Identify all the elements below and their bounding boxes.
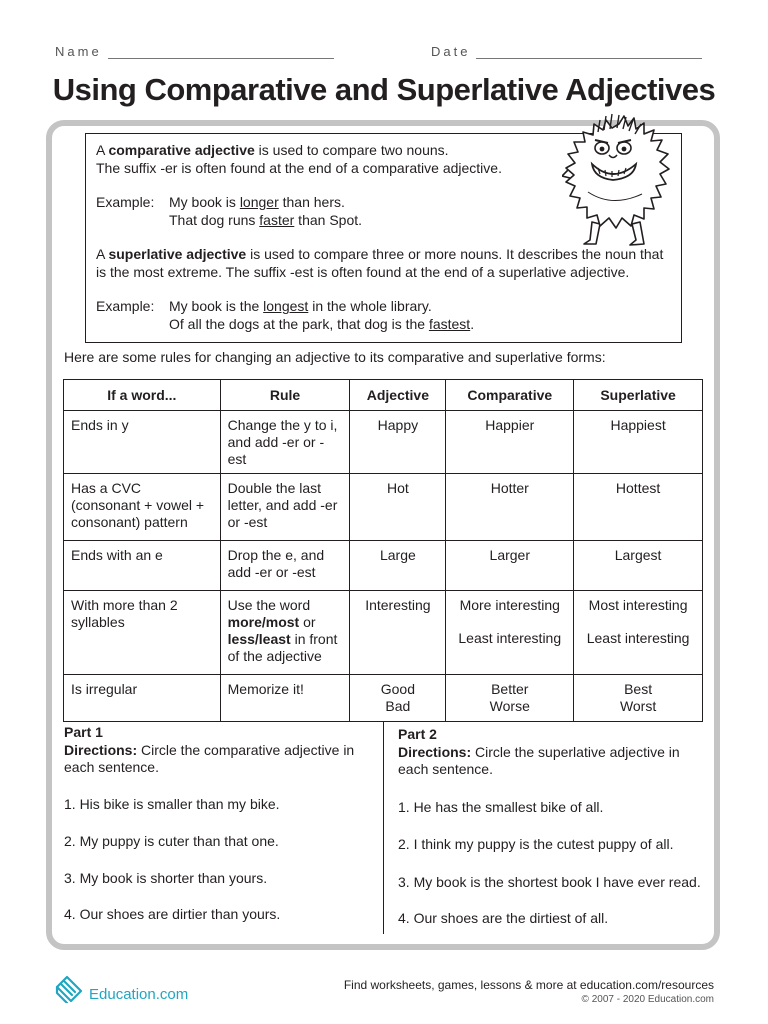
footer-text <box>344 978 714 1005</box>
table-row <box>64 541 703 591</box>
cell-rule: Drop the e, and add -er or -est <box>220 541 350 591</box>
cell-comparative: Larger <box>446 541 574 591</box>
table-row <box>64 591 703 675</box>
page-title: Using Comparative and Superlative Adjectives <box>52 72 716 107</box>
part-2-directions: Directions: Circle the superlative adjective in each sentence. <box>398 743 680 777</box>
cell-comparative: Better Worse <box>446 675 574 722</box>
cell-word: With more than 2 syllables <box>64 591 221 675</box>
table-row <box>64 474 703 541</box>
part-2-sentence-4[interactable]: 4. Our shoes are the dirtiest of all. <box>398 910 609 926</box>
table-row <box>64 675 703 722</box>
part-1-sentence-4[interactable]: 4. Our shoes are dirtier than yours. <box>64 906 281 922</box>
cell-superlative: Best Worst <box>574 675 703 722</box>
part-2-sentence-1[interactable]: 1. He has the smallest bike of all. <box>398 799 604 815</box>
header-superlative: Superlative <box>574 380 703 411</box>
cell-comparative: Happier <box>446 411 574 474</box>
part-1 <box>64 724 369 922</box>
example-label: Example: <box>96 194 155 210</box>
part-1-sentence-1[interactable]: 1. His bike is smaller than my bike. <box>64 796 280 812</box>
table-row <box>64 411 703 474</box>
date-field[interactable] <box>431 44 702 59</box>
superlative-example-1: My book is the longest in the whole library. <box>169 298 432 314</box>
comparative-suffix-note: The suffix -er is often found at the end of a comparative adjective. <box>96 159 502 176</box>
cell-adjective: Good Bad <box>350 675 446 722</box>
superlative-example <box>96 298 671 333</box>
header-rule: Rule <box>220 380 350 411</box>
cell-rule: Use the word more/most or less/least in front of the adjective <box>220 591 350 675</box>
cell-superlative: Most interesting Least interesting <box>574 591 703 675</box>
cell-comparative: Hotter <box>446 474 574 541</box>
cell-rule: Double the last letter, and add -er or -est <box>220 474 350 541</box>
superlative-suffix-note: is the most extreme. The suffix -est is often found at the end of a superlative adjective. <box>96 263 630 280</box>
name-date-row <box>55 44 715 64</box>
part-2-sentence-2[interactable]: 2. I think my puppy is the cutest puppy of all. <box>398 836 674 852</box>
part-1-sentence-2[interactable]: 2. My puppy is cuter than that one. <box>64 833 279 849</box>
part-2-sentence-3[interactable]: 3. My book is the shortest book I have ever read. <box>398 874 701 890</box>
name-field[interactable] <box>55 44 334 59</box>
name-label: Name <box>55 44 102 59</box>
cell-adjective: Happy <box>350 411 446 474</box>
superlative-term: superlative adjective <box>108 246 247 262</box>
header-comparative: Comparative <box>446 380 574 411</box>
comparative-example-1: My book is longer than hers. <box>169 194 345 210</box>
cell-superlative: Largest <box>574 541 703 591</box>
part-2 <box>398 726 703 926</box>
cell-word: Ends in y <box>64 411 221 474</box>
date-label: Date <box>431 44 471 59</box>
part-1-title: Part 1 <box>64 724 103 740</box>
cell-rule: Change the y to i, and add -er or -est <box>220 411 350 474</box>
cell-adjective: Hot <box>350 474 446 541</box>
name-line <box>108 45 334 59</box>
cell-adjective: Interesting <box>350 591 446 675</box>
example-label: Example: <box>96 298 155 314</box>
part-1-sentence-3[interactable]: 3. My book is shorter than yours. <box>64 870 268 886</box>
table-header-row <box>64 380 703 411</box>
education-brand: Education.com <box>89 985 189 1003</box>
comparative-example-2: That dog runs faster than Spot. <box>169 211 363 228</box>
superlative-example-2: Of all the dogs at the park, that dog is the fastest. <box>169 315 475 332</box>
cell-superlative: Hottest <box>574 474 703 541</box>
comparative-term: comparative adjective <box>108 142 255 158</box>
monster-illustration <box>562 112 676 250</box>
rules-table <box>63 379 703 722</box>
comparative-definition: A comparative adjective is used to compare two nouns. <box>96 142 449 158</box>
cell-word: Ends with an e <box>64 541 221 591</box>
header-if-a-word: If a word... <box>64 380 221 411</box>
part-2-title: Part 2 <box>398 726 437 742</box>
superlative-definition: A superlative adjective is used to compare three or more nouns. It describes the noun that <box>96 246 664 262</box>
cell-comparative: More interesting Least interesting <box>446 591 574 675</box>
cell-word: Is irregular <box>64 675 221 722</box>
cell-adjective: Large <box>350 541 446 591</box>
cell-rule: Memorize it! <box>220 675 350 722</box>
parts-divider <box>383 722 384 934</box>
cell-word: Has a CVC (consonant + vowel + consonant) pattern <box>64 474 221 541</box>
header-adjective: Adjective <box>350 380 446 411</box>
rules-intro: Here are some rules for changing an adjective to its comparative and superlative forms: <box>64 349 606 365</box>
footer-copyright: © 2007 - 2020 Education.com <box>581 994 714 1005</box>
footer-tagline[interactable]: Find worksheets, games, lessons & more at education.com/resources <box>343 978 714 992</box>
cell-superlative: Happiest <box>574 411 703 474</box>
part-1-directions: Directions: Circle the comparative adjective in each sentence. <box>64 741 355 775</box>
education-logo[interactable] <box>53 973 188 1003</box>
education-logo-icon <box>53 973 85 1003</box>
date-line <box>476 45 702 59</box>
